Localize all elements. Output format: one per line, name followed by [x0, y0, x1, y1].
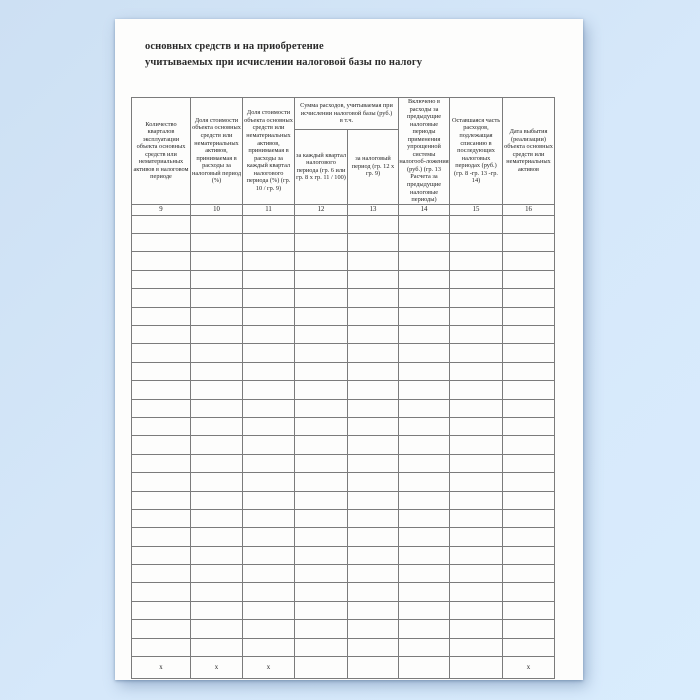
- empty-cell: [295, 601, 348, 619]
- empty-cell: [295, 344, 348, 362]
- table-row: [132, 399, 555, 417]
- empty-cell: [399, 491, 450, 509]
- empty-cell: [348, 215, 399, 233]
- empty-cell: [348, 307, 399, 325]
- empty-cell: [348, 344, 399, 362]
- empty-cell: [132, 344, 191, 362]
- empty-cell: [348, 289, 399, 307]
- empty-cell: [243, 601, 295, 619]
- empty-cell: [191, 454, 243, 472]
- empty-cell: [450, 583, 503, 601]
- empty-cell: [243, 307, 295, 325]
- empty-cell: [132, 546, 191, 564]
- table-body: [132, 215, 555, 678]
- col-header-9: Количество кварталов эксплуатации объекта основных средств или нематериальных активов в налоговом периоде: [132, 98, 191, 205]
- empty-cell: [399, 583, 450, 601]
- empty-cell: [348, 546, 399, 564]
- empty-cell: [399, 620, 450, 638]
- empty-cell: [295, 270, 348, 288]
- empty-cell: [295, 234, 348, 252]
- empty-cell: [503, 436, 555, 454]
- empty-cell: [450, 436, 503, 454]
- table-row: [132, 546, 555, 564]
- empty-cell: [132, 326, 191, 344]
- empty-cell: [503, 473, 555, 491]
- empty-cell: [450, 289, 503, 307]
- empty-cell: [295, 252, 348, 270]
- empty-cell: [503, 454, 555, 472]
- empty-cell: [132, 307, 191, 325]
- col-number-13: 13: [348, 204, 399, 215]
- empty-cell: [243, 454, 295, 472]
- empty-cell: [503, 565, 555, 583]
- empty-cell: [295, 473, 348, 491]
- empty-cell: [348, 565, 399, 583]
- empty-cell: [243, 252, 295, 270]
- empty-cell: [191, 215, 243, 233]
- empty-cell: [348, 270, 399, 288]
- empty-cell: [243, 344, 295, 362]
- empty-cell: [243, 509, 295, 527]
- empty-cell: [132, 491, 191, 509]
- empty-cell: [191, 436, 243, 454]
- empty-cell: [503, 509, 555, 527]
- total-x-cell: х: [503, 657, 555, 679]
- empty-cell: [399, 362, 450, 380]
- col-header-10: Доля стоимости объекта основных средств или нематериальных активов, принимаемая в расходы за налоговый период (%): [191, 98, 243, 205]
- empty-cell: [450, 638, 503, 656]
- empty-cell: [243, 491, 295, 509]
- col-header-15: Оставшаяся часть расходов, подлежащая списанию в последующих налоговых периодах (руб.) (гр. 8 -гр. 13 -гр. 14): [450, 98, 503, 205]
- empty-cell: [295, 491, 348, 509]
- table-row: [132, 638, 555, 656]
- col-number-9: 9: [132, 204, 191, 215]
- empty-cell: [503, 234, 555, 252]
- empty-cell: [191, 620, 243, 638]
- empty-cell: [503, 270, 555, 288]
- empty-cell: [503, 362, 555, 380]
- empty-cell: [191, 270, 243, 288]
- col-number-15: 15: [450, 204, 503, 215]
- table-row: [132, 583, 555, 601]
- empty-cell: [132, 601, 191, 619]
- empty-cell: [191, 528, 243, 546]
- empty-cell: [399, 399, 450, 417]
- table-row: [132, 454, 555, 472]
- table-row: [132, 417, 555, 435]
- total-empty-cell: [348, 657, 399, 679]
- empty-cell: [295, 289, 348, 307]
- empty-cell: [450, 491, 503, 509]
- empty-cell: [295, 546, 348, 564]
- empty-cell: [191, 344, 243, 362]
- empty-cell: [243, 528, 295, 546]
- empty-cell: [450, 326, 503, 344]
- empty-cell: [450, 307, 503, 325]
- empty-cell: [348, 509, 399, 527]
- empty-cell: [243, 381, 295, 399]
- empty-cell: [399, 528, 450, 546]
- group-header-12-13: [295, 98, 399, 130]
- empty-cell: [348, 362, 399, 380]
- empty-cell: [132, 583, 191, 601]
- table-row: [132, 234, 555, 252]
- empty-cell: [450, 381, 503, 399]
- empty-cell: [132, 454, 191, 472]
- empty-cell: [295, 381, 348, 399]
- table-row: [132, 307, 555, 325]
- col-header-16: Дата выбытия (реализации) объекта основных средств или нематериальных активов: [503, 98, 555, 205]
- empty-cell: [348, 381, 399, 399]
- empty-cell: [191, 252, 243, 270]
- empty-cell: [295, 565, 348, 583]
- empty-cell: [450, 252, 503, 270]
- empty-cell: [243, 638, 295, 656]
- group-header-line-1: Сумма расходов, учитываемая при исчислении налоговой базы (руб.): [300, 102, 393, 117]
- empty-cell: [450, 620, 503, 638]
- empty-cell: [399, 638, 450, 656]
- empty-cell: [191, 362, 243, 380]
- table-row: [132, 509, 555, 527]
- total-x-cell: х: [191, 657, 243, 679]
- empty-cell: [191, 601, 243, 619]
- empty-cell: [399, 307, 450, 325]
- empty-cell: [503, 583, 555, 601]
- empty-cell: [399, 234, 450, 252]
- document-page: [115, 19, 583, 680]
- table-row: [132, 436, 555, 454]
- empty-cell: [295, 509, 348, 527]
- empty-cell: [295, 620, 348, 638]
- col-number-16: 16: [503, 204, 555, 215]
- total-x-cell: х: [132, 657, 191, 679]
- empty-cell: [348, 417, 399, 435]
- empty-cell: [450, 270, 503, 288]
- empty-cell: [132, 215, 191, 233]
- empty-cell: [132, 234, 191, 252]
- page-title-line-1: основных средств и на приобретение: [145, 41, 324, 52]
- empty-cell: [191, 473, 243, 491]
- table-row: [132, 270, 555, 288]
- table-row: [132, 362, 555, 380]
- empty-cell: [348, 601, 399, 619]
- empty-cell: [295, 307, 348, 325]
- empty-cell: [348, 399, 399, 417]
- empty-cell: [295, 326, 348, 344]
- empty-cell: [503, 417, 555, 435]
- empty-cell: [450, 417, 503, 435]
- empty-cell: [191, 234, 243, 252]
- empty-cell: [243, 289, 295, 307]
- table-row: [132, 491, 555, 509]
- empty-cell: [132, 289, 191, 307]
- empty-cell: [243, 234, 295, 252]
- empty-cell: [348, 638, 399, 656]
- empty-cell: [450, 473, 503, 491]
- empty-cell: [243, 362, 295, 380]
- empty-cell: [191, 509, 243, 527]
- col-header-14: Включено в расходы за предыдущие налоговые периоды применения упрощенной системы налогооб-ложения (руб.) (гр. 13 Расчета за предыдущие налоговые периоды): [399, 98, 449, 204]
- empty-cell: [295, 436, 348, 454]
- table-row: [132, 528, 555, 546]
- empty-cell: [503, 344, 555, 362]
- empty-cell: [399, 344, 450, 362]
- table-row: [132, 252, 555, 270]
- empty-cell: [503, 601, 555, 619]
- empty-cell: [348, 491, 399, 509]
- empty-cell: [243, 583, 295, 601]
- empty-cell: [191, 546, 243, 564]
- empty-cell: [399, 454, 450, 472]
- table-row: [132, 565, 555, 583]
- empty-cell: [132, 638, 191, 656]
- total-empty-cell: [295, 657, 348, 679]
- table-row: [132, 473, 555, 491]
- empty-cell: [191, 565, 243, 583]
- empty-cell: [503, 399, 555, 417]
- empty-cell: [450, 344, 503, 362]
- table-row: [132, 620, 555, 638]
- empty-cell: [348, 234, 399, 252]
- empty-cell: [450, 234, 503, 252]
- empty-cell: [132, 473, 191, 491]
- empty-cell: [450, 399, 503, 417]
- empty-cell: [295, 362, 348, 380]
- empty-cell: [191, 399, 243, 417]
- empty-cell: [132, 252, 191, 270]
- empty-cell: [191, 583, 243, 601]
- empty-cell: [243, 436, 295, 454]
- empty-cell: [132, 270, 191, 288]
- empty-cell: [503, 620, 555, 638]
- empty-cell: [450, 565, 503, 583]
- empty-cell: [132, 620, 191, 638]
- empty-cell: [450, 528, 503, 546]
- empty-cell: [399, 252, 450, 270]
- empty-cell: [450, 215, 503, 233]
- empty-cell: [132, 528, 191, 546]
- col-number-11: 11: [243, 204, 295, 215]
- table-row: [132, 381, 555, 399]
- empty-cell: [503, 381, 555, 399]
- empty-cell: [348, 326, 399, 344]
- total-empty-cell: [450, 657, 503, 679]
- empty-cell: [450, 509, 503, 527]
- empty-cell: [243, 546, 295, 564]
- empty-cell: [295, 454, 348, 472]
- empty-cell: [295, 417, 348, 435]
- col-number-12: 12: [295, 204, 348, 215]
- empty-cell: [399, 289, 450, 307]
- empty-cell: [132, 362, 191, 380]
- empty-cell: [503, 491, 555, 509]
- empty-cell: [243, 565, 295, 583]
- empty-cell: [503, 289, 555, 307]
- empty-cell: [399, 436, 450, 454]
- empty-cell: [503, 252, 555, 270]
- col-header-12: за каждый квартал налогового периода (гр. 6 или гр. 8 х гр. 11 / 100): [295, 129, 348, 204]
- col-header-11: Доля стоимости объекта основных средств или нематериальных активов, принимаемая в расходы за каждый квартал налогового периода (%) (гр. 10 / гр. 9): [243, 98, 295, 205]
- empty-cell: [243, 270, 295, 288]
- empty-cell: [348, 252, 399, 270]
- empty-cell: [132, 399, 191, 417]
- empty-cell: [399, 215, 450, 233]
- empty-cell: [295, 583, 348, 601]
- total-x-cell: х: [243, 657, 295, 679]
- empty-cell: [399, 417, 450, 435]
- empty-cell: [399, 565, 450, 583]
- empty-cell: [295, 528, 348, 546]
- empty-cell: [503, 638, 555, 656]
- col-number-10: 10: [191, 204, 243, 215]
- empty-cell: [191, 307, 243, 325]
- empty-cell: [399, 326, 450, 344]
- empty-cell: [191, 289, 243, 307]
- empty-cell: [243, 326, 295, 344]
- empty-cell: [450, 362, 503, 380]
- table-row: [132, 215, 555, 233]
- empty-cell: [348, 620, 399, 638]
- empty-cell: [295, 399, 348, 417]
- empty-cell: [348, 473, 399, 491]
- table-row: [132, 344, 555, 362]
- empty-cell: [503, 307, 555, 325]
- empty-cell: [132, 509, 191, 527]
- total-empty-cell: [399, 657, 450, 679]
- table-row: [132, 601, 555, 619]
- empty-cell: [348, 528, 399, 546]
- empty-cell: [295, 215, 348, 233]
- empty-cell: [132, 565, 191, 583]
- empty-cell: [132, 436, 191, 454]
- empty-cell: [132, 381, 191, 399]
- empty-cell: [503, 528, 555, 546]
- empty-cell: [191, 381, 243, 399]
- empty-cell: [450, 601, 503, 619]
- empty-cell: [191, 638, 243, 656]
- column-number-row: [132, 204, 555, 215]
- table-row: [132, 289, 555, 307]
- empty-cell: [348, 436, 399, 454]
- total-row: [132, 657, 555, 679]
- empty-cell: [348, 454, 399, 472]
- col-number-14: 14: [399, 204, 450, 215]
- empty-cell: [399, 601, 450, 619]
- empty-cell: [243, 620, 295, 638]
- expenses-table: [131, 97, 555, 679]
- empty-cell: [348, 583, 399, 601]
- empty-cell: [450, 546, 503, 564]
- page-title: [145, 39, 422, 71]
- empty-cell: [503, 215, 555, 233]
- empty-cell: [450, 454, 503, 472]
- empty-cell: [191, 326, 243, 344]
- empty-cell: [191, 417, 243, 435]
- empty-cell: [503, 546, 555, 564]
- col-header-13: за налоговый период (гр. 12 х гр. 9): [348, 129, 399, 204]
- empty-cell: [243, 417, 295, 435]
- empty-cell: [295, 638, 348, 656]
- group-header-line-2: в т.ч.: [339, 117, 354, 125]
- table-row: [132, 326, 555, 344]
- empty-cell: [399, 509, 450, 527]
- empty-cell: [399, 473, 450, 491]
- empty-cell: [191, 491, 243, 509]
- empty-cell: [243, 399, 295, 417]
- empty-cell: [399, 381, 450, 399]
- empty-cell: [243, 473, 295, 491]
- empty-cell: [243, 215, 295, 233]
- empty-cell: [132, 417, 191, 435]
- empty-cell: [399, 270, 450, 288]
- empty-cell: [399, 546, 450, 564]
- empty-cell: [503, 326, 555, 344]
- page-title-line-2: учитываемых при исчислении налоговой базы по налогу: [145, 56, 423, 68]
